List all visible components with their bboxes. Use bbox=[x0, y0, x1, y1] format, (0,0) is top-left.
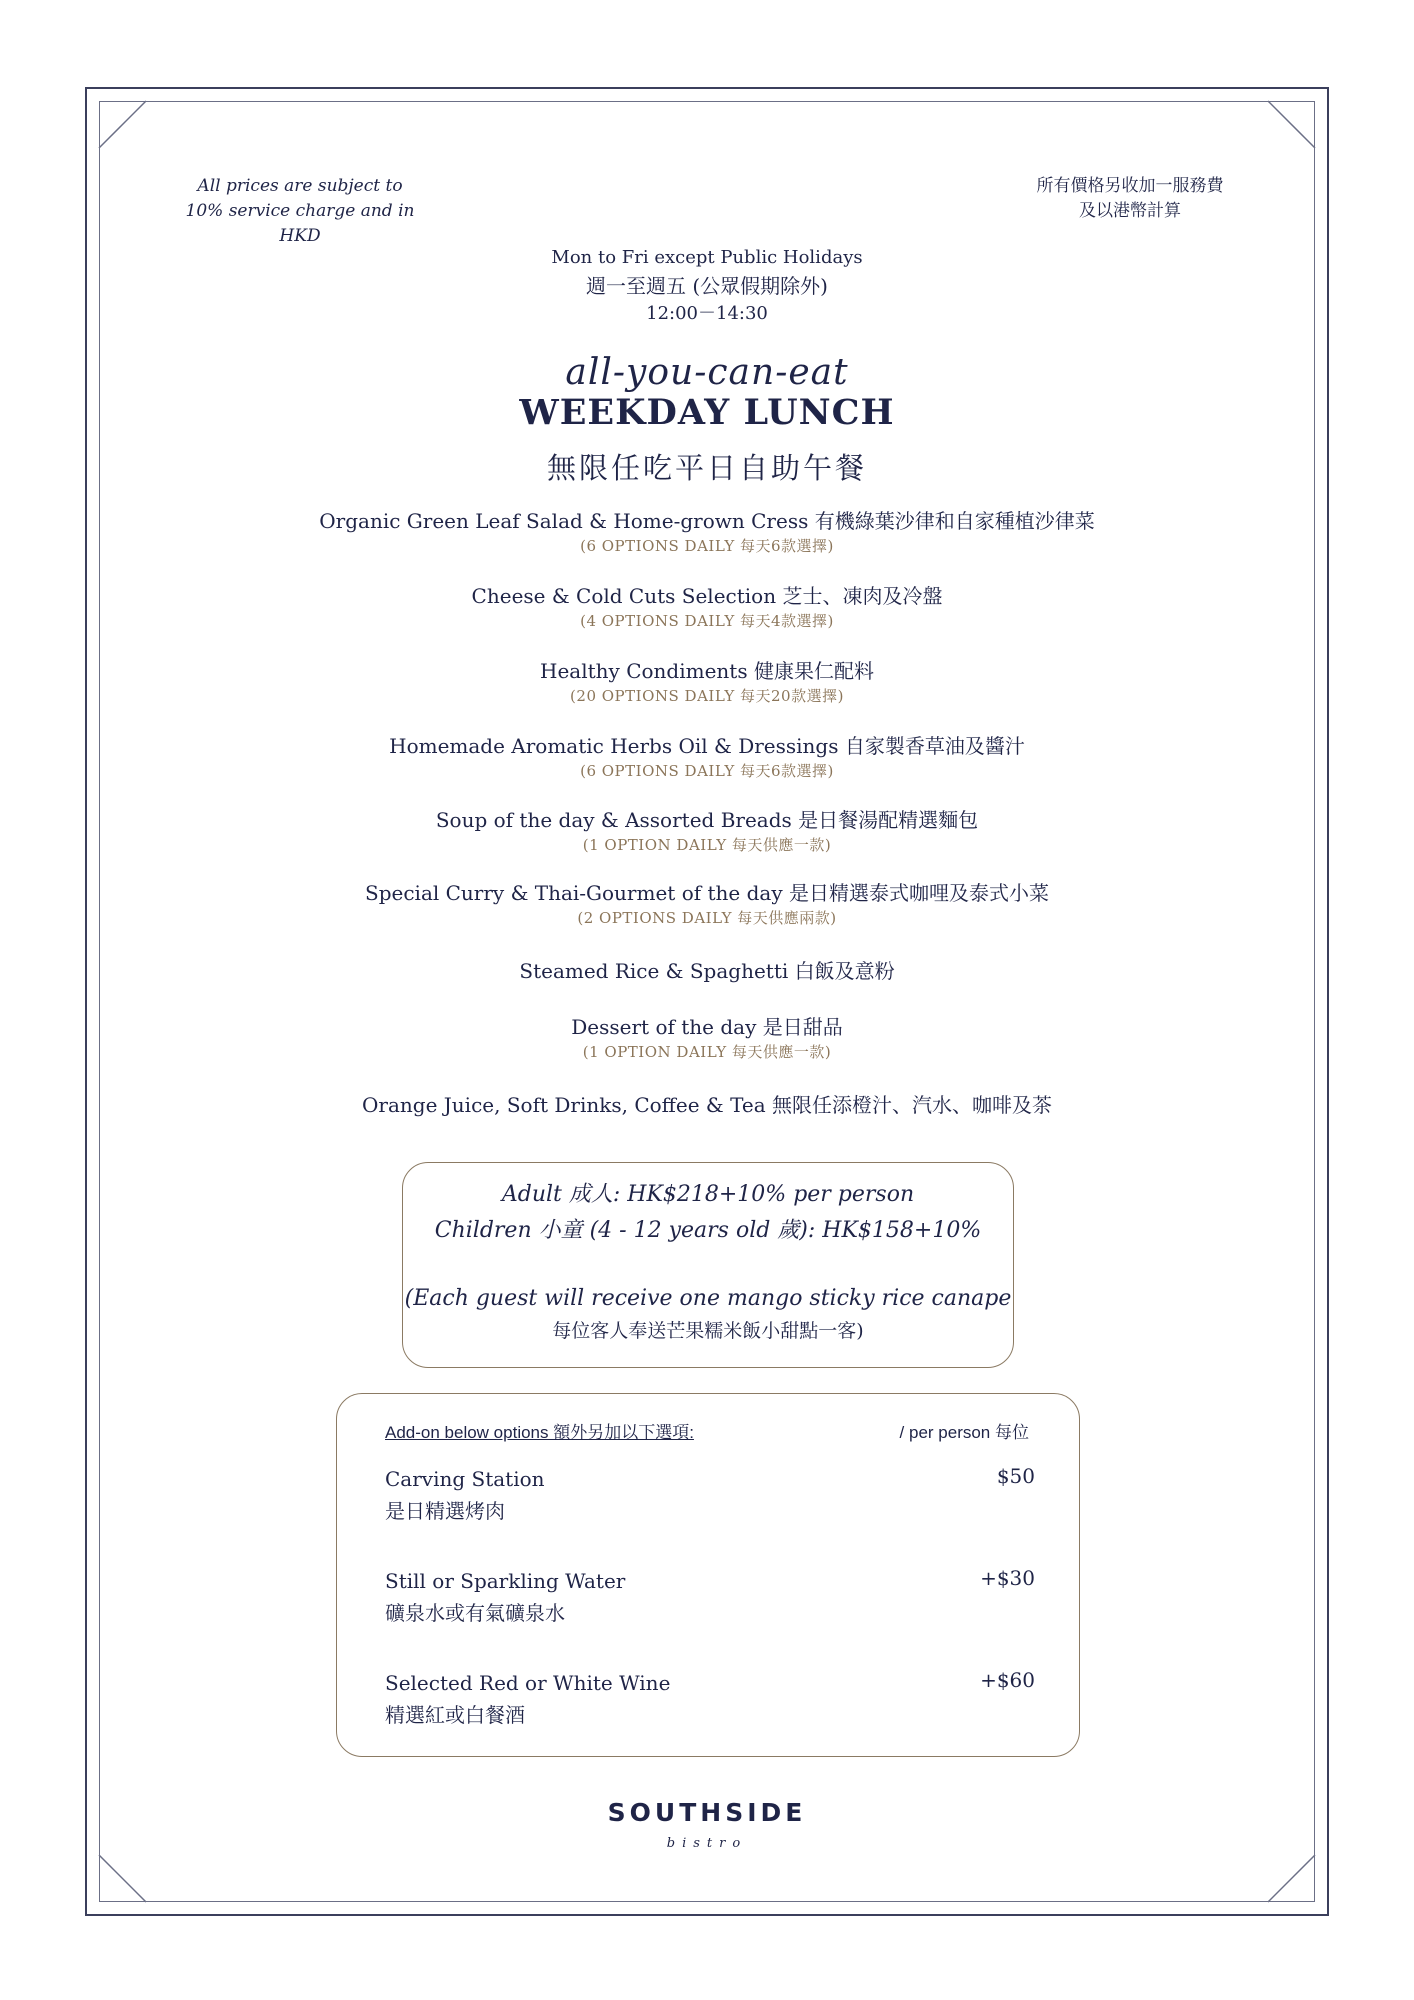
menu-item-name: Dessert of the day 是日甜品 bbox=[571, 1015, 843, 1039]
note-zh-line2: 及以港幣計算 bbox=[1079, 201, 1181, 221]
menu-item bbox=[0, 506, 1414, 581]
addon-item bbox=[385, 1668, 1035, 1732]
addon-item-price: $50 bbox=[996, 1464, 1035, 1488]
menu-item-note: (6 OPTIONS DAILY 每天6款選擇) bbox=[580, 762, 834, 780]
children-price: Children 小童 (4 - 12 years old 歲): HK$158+10% bbox=[434, 1218, 982, 1243]
menu-item-name: Steamed Rice & Spaghetti 白飯及意粉 bbox=[519, 959, 895, 983]
menu-item-note: (4 OPTIONS DAILY 每天4款選擇) bbox=[580, 612, 834, 630]
menu-item-name: Orange Juice, Soft Drinks, Coffee & Tea 無限任添橙汁、汽水、咖啡及茶 bbox=[362, 1093, 1052, 1117]
pricing-box bbox=[402, 1162, 1014, 1368]
adult-price: Adult 成人: HK$218+10% per person bbox=[501, 1182, 915, 1207]
page-title: WEEKDAY LUNCH bbox=[519, 392, 895, 433]
note-zh-line1: 所有價格另收加一服務費 bbox=[1036, 176, 1224, 196]
menu-item bbox=[0, 581, 1414, 656]
page-title-zh: 無限任吃平日自助午餐 bbox=[546, 451, 867, 485]
note-en-line2: 10% service charge and in HKD bbox=[185, 201, 415, 246]
menu-item-name: Soup of the day & Assorted Breads 是日餐湯配精選麵包 bbox=[435, 808, 979, 832]
menu-item-name: Special Curry & Thai-Gourmet of the day 是日精選泰式咖哩及泰式小菜 bbox=[365, 881, 1049, 905]
opening-hours bbox=[0, 244, 1414, 328]
addon-item bbox=[385, 1464, 1035, 1528]
menu-item-note: (20 OPTIONS DAILY 每天20款選擇) bbox=[570, 687, 844, 705]
menu-item-name: Organic Green Leaf Salad & Home-grown Cress 有機綠葉沙律和自家種植沙律菜 bbox=[319, 509, 1095, 533]
menu-item-note: (1 OPTION DAILY 每天供應一款) bbox=[582, 1043, 832, 1061]
hours-days-en: Mon to Fri except Public Holidays bbox=[551, 247, 863, 268]
addon-item-name-zh: 礦泉水或有氣礦泉水 bbox=[385, 1601, 565, 1625]
addon-per-person: / per person 每位 bbox=[899, 1423, 1029, 1442]
menu-item bbox=[0, 805, 1414, 878]
menu-item-note: (6 OPTIONS DAILY 每天6款選擇) bbox=[580, 537, 834, 555]
addon-item-name: Still or Sparkling Water bbox=[385, 1569, 626, 1593]
menu-item bbox=[0, 656, 1414, 731]
hours-time: 12:00－14:30 bbox=[646, 303, 768, 324]
hours-days-zh: 週一至週五 (公眾假期除外) bbox=[586, 274, 828, 298]
canape-note-en: (Each guest will receive one mango sticky rice canape bbox=[404, 1286, 1012, 1311]
addon-item-name-zh: 是日精選烤肉 bbox=[385, 1499, 505, 1523]
menu-item bbox=[0, 731, 1414, 805]
addon-item-name: Selected Red or White Wine bbox=[385, 1671, 671, 1695]
heading-script: all-you-can-eat bbox=[565, 352, 849, 393]
addon-item-price: +$60 bbox=[980, 1668, 1035, 1692]
brand-logo-sub: bistro bbox=[666, 1836, 748, 1851]
menu-item bbox=[0, 1012, 1414, 1090]
menu-item-name: Cheese & Cold Cuts Selection 芝士、凍肉及冷盤 bbox=[471, 584, 943, 608]
menu-item bbox=[0, 956, 1414, 1012]
addon-item bbox=[385, 1566, 1035, 1630]
canape-note-zh: 每位客人奉送芒果糯米飯小甜點一客) bbox=[552, 1320, 864, 1342]
menu-item-note: (1 OPTION DAILY 每天供應一款) bbox=[582, 836, 832, 854]
addon-item-price: +$30 bbox=[980, 1566, 1035, 1590]
menu-item-name: Healthy Condiments 健康果仁配料 bbox=[540, 659, 874, 683]
service-charge-note-zh bbox=[1010, 174, 1250, 224]
menu-item-note: (2 OPTIONS DAILY 每天供應兩款) bbox=[577, 909, 837, 927]
service-charge-note-en bbox=[165, 174, 435, 249]
addon-header: Add-on below options 額外另加以下選項: bbox=[385, 1423, 694, 1442]
addon-box bbox=[336, 1393, 1080, 1757]
brand-logo: SOUTHSIDE bbox=[607, 1798, 807, 1827]
menu-item-name: Homemade Aromatic Herbs Oil & Dressings 自家製香草油及醬汁 bbox=[389, 734, 1025, 758]
addon-item-name: Carving Station bbox=[385, 1467, 545, 1491]
menu-item bbox=[0, 1090, 1414, 1120]
addon-item-name-zh: 精選紅或白餐酒 bbox=[385, 1703, 525, 1727]
menu-list bbox=[0, 506, 1414, 1120]
note-en-line1: All prices are subject to bbox=[197, 176, 403, 196]
menu-item bbox=[0, 878, 1414, 956]
